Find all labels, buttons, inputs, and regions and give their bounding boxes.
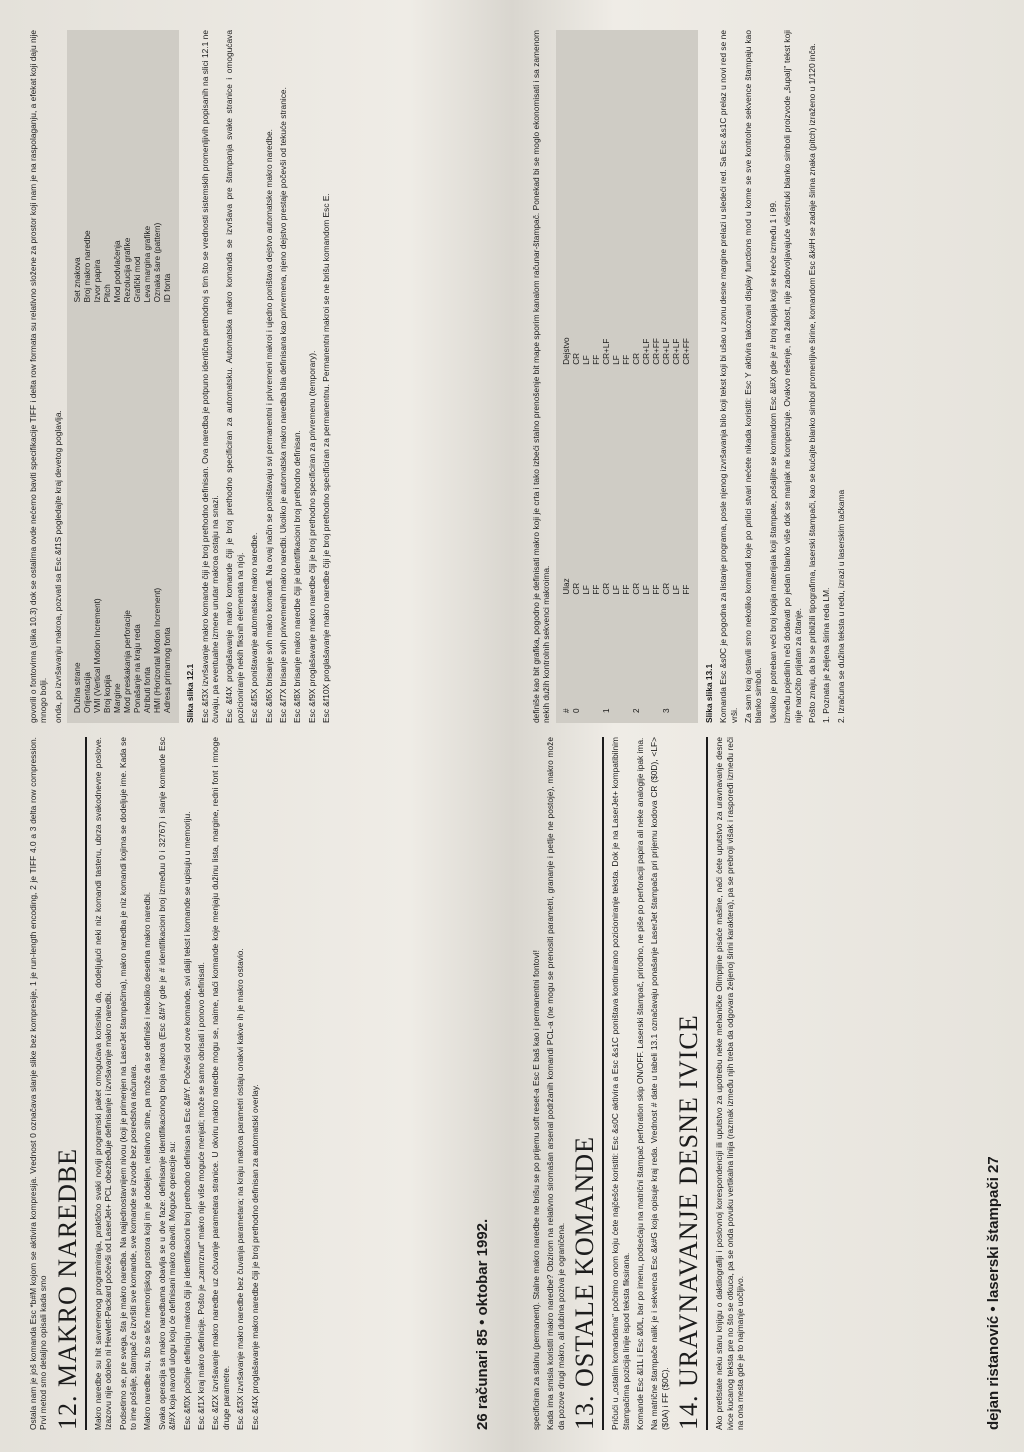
table-12-1 — [67, 30, 179, 723]
table-row — [93, 36, 103, 717]
table-cell: Atributi fonta — [143, 667, 153, 713]
table-row — [622, 36, 632, 717]
section-title-uravnavanje: 14. URAVNAVANJE DESNE IVICE — [674, 737, 708, 1430]
table-cell: Orijentacija — [83, 672, 93, 713]
paragraph: Esc &f6X brisanje svih makro komandi. Na ovaj način se poništavaju svi permanentni i privremeni makroi i ujedno poništava dejstvo automatske makro naredbe. — [263, 129, 274, 723]
table-row — [113, 36, 123, 717]
left-column-1 — [28, 737, 466, 1430]
table-cell: Broj makro naredbe — [83, 230, 93, 303]
table-row — [123, 36, 133, 717]
right-column-1 — [531, 737, 969, 1430]
table-cell: FF — [621, 354, 631, 365]
paragraph: Esc &f3X izvršavanje makro komande čiji je broj prethodno definisan. Ova naredba je potpuno identična prethodnoj s tim što se vrednosti sistemskih promenljivih popisanih na slici 12.1 ne čuvaju, pa eventualne izmene unutar makroa ostaju na snazi. — [199, 30, 221, 723]
table-cell: Pitch — [103, 284, 113, 303]
table-row — [582, 36, 592, 717]
table-row — [672, 36, 682, 717]
table-cell: Oznaka šare (pattern) — [153, 222, 163, 303]
paragraph: između pojedinih reči dodavati po jedan blanko više dok se manjak ne kompenzuje. Ovakvo rešenje, na žalost, nije zadovoljavajuće višestruki blanko simboli proizvode „šupalj" tekst koji nije naročito prijatan za čitanje. — [782, 30, 803, 723]
table-cell — [622, 599, 632, 717]
table-cell — [642, 599, 652, 717]
section-title-ostale-komande: 13. OSTALE KOMANDE — [570, 737, 604, 1430]
table-header-cell: # — [561, 708, 571, 713]
table-row — [592, 36, 602, 717]
table-cell: CR — [571, 352, 581, 365]
list-item: 1. Poznata je željena širina reda LM. — [821, 587, 832, 723]
paragraph: Ukoliko je potreban veći broj kopija materijala koji štampate, pošaljite se komandom Esc &l#X gde je # broj kopija koji se kreće između 1 i 99. — [767, 200, 778, 723]
table-cell: Grafički mod — [133, 256, 143, 303]
table-cell: CR — [571, 582, 581, 595]
table-cell: LF — [671, 585, 681, 595]
paragraph: Za sam kraj ostavili smo nekoliko komandi koje po prilici stvari nećete nikada koristiti: Esc Y aktivira takozvani display functions mod u kome se sve kontrolne sekvence štampaju kao blanko simboli. — [743, 30, 764, 723]
paragraph: Esc &f1X kraj makro definicije. Pošto je „zamrznut" makro nije više moguće menjati; može se samo obrisati i ponovo definisati. — [196, 962, 207, 1430]
table-row — [652, 36, 662, 717]
paragraph: Pošto znaju, da bi se približili tipografima, laserski štampači, kao se kućajte blanko simbol promenljive širine, komandom Esc &k#H se zadaje širina znaka (pitch) izraženo u 1/120 inča. — [807, 43, 818, 723]
paragraph: Na matrične štampače nalik je i sekvenca Esc &k#G koja opisuje kraj reda. Vrednost # date u tabeli 13.1 označavaju ponašanje LaserJet štampača pri prijemu kodova CR ($0D), <LF> ($0A) i FF ($0C). — [649, 737, 670, 1430]
table-cell — [672, 599, 682, 717]
page-27 — [525, 20, 1003, 1440]
paragraph: Makro naredbe su, što se tiče memorijskog prostora koji im je dodeljen, relativno sitne, pa može da se definiše i nekoliko desetina makro naredbi. — [142, 891, 153, 1430]
table-cell: Margine — [113, 683, 123, 713]
paragraph: Esc &f2X izvršavanje makro naredbe uz očuvanje parametara stranice. U okviru makro naredbe mogu se, naime, naći komande koje menjaju dužinu lista, margine, redni font i mnoge druge parametre. — [210, 737, 231, 1430]
paragraph: Komanda Esc &s0C je pogodna za listanje programa, posle njenog izvršavanja bilo koji tekst koji bi ušao u zonu desne margine prelazi u sledeći red. Sa Esc &s1C prelaz u novi red se ne vrši. — [718, 30, 739, 723]
table-cell: Set znakova — [73, 257, 83, 303]
table-cell: CR — [661, 582, 671, 595]
paragraph: Esc &f9X proglašavanje makro naredbe čiji je broj prethodno specificiran za privremenu (temporary). — [306, 350, 317, 723]
table-header-row — [562, 36, 572, 717]
table-row — [143, 36, 153, 717]
page-footer — [985, 30, 1003, 1430]
paragraph: Esc &f3X izvršavanje makro naredbe bez čuvanja parametara; na kraju makroa parametri ostaju onakvi kakve ih je makro ostavio. — [235, 948, 246, 1430]
footer-page-info: 26 računari 85 • oktobar 1992. — [474, 1218, 491, 1430]
table-cell: Mod podvlačenja — [113, 240, 123, 303]
section-title-makro-naredbe: 12. MAKRO NAREDBE — [53, 737, 87, 1430]
table-cell: LF — [641, 585, 651, 595]
table-row — [83, 36, 93, 717]
paragraph: govorili o fontovima (slika 10.3) dok se ostalima ovde nećemo baviti specifikacije TIFF i delta row formata su relativno složene za prostor koji nam je na raspolaganju, a efekat koji daju nije mnogo bolji. — [28, 30, 49, 723]
table-cell: VMI (Vertical Motion Increment) — [93, 598, 103, 713]
left-column-2 — [28, 30, 466, 723]
table-cell: FF — [591, 354, 601, 365]
table-cell: Dužina strane — [73, 662, 83, 713]
table-cell — [652, 599, 662, 717]
list-item: 2. Izračuna se dužina teksta u redu, izrazi u laserskim tačkama — [835, 489, 846, 723]
table-cell: FF — [681, 584, 691, 595]
paragraph: Podsetimo se, pre svega, šta je makro naredba. Na najjednostavnijem nivou (koji je primenjen na LaserJet štampačima), makro naredba je niz komandi kojima se dodeljuje ime. Kada se to ime pošalje, štampač će izvršiti sve komande, sve komande se izvode bez posredstva računara. — [117, 737, 139, 1430]
table-cell — [592, 599, 602, 717]
table-cell: CR+FF — [681, 338, 691, 365]
table-cell: 3 — [661, 708, 671, 713]
table-cell: LF — [581, 585, 591, 595]
paragraph: onda, po izvršavanju makroa, pozvati sa Esc &f1S pogledajte kraj devetog poglavlja. — [52, 410, 63, 723]
table-cell — [682, 599, 692, 717]
table-cell: HMI (Horizontal Motion Increment) — [153, 587, 163, 713]
table-cell: Ponašanje na kraju reda — [133, 624, 143, 713]
paragraph: Esc &f5X poništavanje automatske makro naredbe. — [249, 532, 260, 723]
table-cell: CR+LF — [641, 338, 651, 365]
table-row — [103, 36, 113, 717]
table-cell: FF — [651, 584, 661, 595]
table-caption: Slika slika 13.1 — [703, 663, 714, 723]
paragraph: Esc &f4X proglašavanje makro komande čiji je broj prethodno specificiran za automatsku. Automatska makro komanda se izvršava pre štampanja svake stranice i omogućava pozicioniranje nekih fiksnih elemenata na njoj. — [224, 30, 245, 723]
table-cell — [582, 599, 592, 717]
table-cell: CR+FF — [651, 338, 661, 365]
table-cell: Rezolucija grafike — [123, 237, 133, 303]
page-26 — [22, 20, 492, 1440]
table-cell: FF — [591, 584, 601, 595]
table-cell: LF — [581, 355, 591, 365]
table-cell — [612, 599, 622, 717]
paragraph: Esc &f0X počinje definiciju makroa čiji je identifikacioni broj prethodno definisan sa Esc &f#Y. Počevši od ove komande, svi dalji tekst i komande se upisuju u memoriju. — [181, 811, 192, 1430]
table-cell: 2 — [631, 708, 641, 713]
table-row — [632, 36, 642, 717]
table-cell: Mod preskakanja perforacije — [123, 610, 133, 713]
table-header-cell: Ulaz — [561, 578, 571, 595]
paragraph: Ako pretlstate neku staru knjigu o daktilografiji i poslovnoj korespondenciji ili uputstvo za upotrebu neke mehaničke Olimpijine pisaće mašine, naći ćete uputstvo za uravnavanje desne ivice kucanog teksta pre no što se otkuca, pa se onda povuku vertikalna linija (razmak između njih treba da odgovara željenoj širini karaktera), pa se prebroji višak i raspoređi između reči na ona mesta gde je to najmanje uočljivo. — [714, 737, 746, 1430]
footer-page-info: dejan ristanović • laserski štampači 27 — [985, 1156, 1002, 1430]
table-cell: CR — [631, 582, 641, 595]
table-row — [662, 36, 672, 717]
paragraph: Esc &f10X proglašavanje makro naredbe čiji je broj prethodno specificiran za permanentnu. Permanentni makroi se ne brišu komandom Esc E. — [321, 193, 332, 723]
table-cell: 1 — [601, 708, 611, 713]
table-cell: ID fonta — [163, 273, 173, 303]
table-row — [73, 36, 83, 717]
table-row — [602, 36, 612, 717]
table-caption: Slika slika 12.1 — [185, 663, 196, 723]
paragraph: Kada ima smisla koristiti makro naredbe? Obzirom na relativno siromašan arsenal podržanih komandi PCL-a (ne mogu se prenositi parametri, grananje i petlje ne postoje), makro može da pozove drugi makro, ali dubina poziva je ograničena. — [545, 737, 566, 1430]
table-cell: LF — [611, 585, 621, 595]
table-cell: Izvor papira — [93, 259, 103, 303]
paragraph: definiše kao bit grafika, pogodno je definisati makro koji je crta i tako izbeći stalno prenošenje bit mape sporim kanalom računar-štampač. Ponekad bi se moglo ekonomisati i sa zamenom nekih dužih kontrolnih sekvenci makroima. — [531, 30, 552, 723]
table-row — [682, 36, 692, 717]
table-cell: Broj kopija — [103, 674, 113, 713]
table-cell: CR+LF — [601, 338, 611, 365]
table-row — [163, 36, 173, 717]
paragraph: Esc &f7X brisanje svih privremenih makro naredbi. Ukoliko je automatska makro naredba bila definisana kao privremena, njeno dejstvo prestaje počevši od tekuće stranice. — [278, 87, 289, 723]
table-row — [572, 36, 582, 717]
table-cell: 0 — [571, 708, 581, 713]
paragraph: specificiran za stalnu (permanent). Stalne makro naredbe ne brišu se po prijemu soft reset-a Esc E baš kao i permanentni fontovi! — [531, 950, 541, 1430]
table-cell: CR+LF — [661, 338, 671, 365]
table-cell: Leva margina grafike — [143, 225, 153, 303]
table-cell: CR — [631, 352, 641, 365]
table-row — [642, 36, 652, 717]
paragraph: Esc &f8X brisanje makro naredbe čiji je identifikacioni broj prethodno definisan. — [292, 430, 303, 723]
paragraph: Makro naredbe su hit savremenog programiranja, praktično svaki noviji programski paket omogućava korisniku da, dodeljujući neki niz komandi tasteru, ubrza svakodnevne poslove. Izazovu nije odoleo ni Hewlett-Packard počevši od LaserJet+ PCL obezbeđuje definisanje i izvršavanje makro naredbi. — [92, 737, 114, 1430]
paragraph: Komande Esc &l1L i Esc &l0L, bar po imenu, podsećaju na matrični štampač perforation skip ON/OFF. Laserski štampač, prirodno, ne piše po perforaciji papira ali neke analogije ipak ima. — [635, 737, 646, 1430]
table-13-1 — [556, 30, 698, 723]
table-row — [133, 36, 143, 717]
table-cell: LF — [611, 355, 621, 365]
table-row — [612, 36, 622, 717]
table-row — [153, 36, 163, 717]
table-header-cell: Dejstvo — [561, 337, 571, 365]
paragraph: Ostala nam je još komanda Esc *b#M kojom se aktivira kompresija. Vrednost 0 označava slanje slike bez kompresije, 1 je run-length encoding, 2 je TIFF 4.0 a 3 delta row compression. Prvi metod smo detaljno opisali kada smo — [28, 737, 49, 1430]
paragraph: Esc &f4X proglašavanje makro naredbe čiji je broj prethodno definisan za automatski overlay. — [249, 1084, 260, 1430]
paragraph: Svaka operacija sa makro naredbama obavlja se u dve faze: definisanje identifikacionog broja makroa (Esc &f#Y gde je # identifikacioni broj izmeđuu 0 i 32767) i slanje komande Esc &f#X koja navodi ulogu koju će definisani makro obaviti. Moguće operacije su: — [156, 737, 178, 1430]
paragraph: Pričući u „ostalim komandama" počnimo onom koju ćete najčešće koristiti: Esc &s0C aktivira a Esc &s1C poništava kontinuirano pozicioniranje teksta. Dok je na LaserJet+ kompatibilnim štampačima pozicija linije ispod teksta fiksirana. — [610, 737, 631, 1430]
table-cell: Adresa primarnog fonta — [163, 627, 173, 713]
table-cell: CR+LF — [671, 338, 681, 365]
table-cell: CR — [601, 582, 611, 595]
table-cell: FF — [621, 584, 631, 595]
page-footer — [474, 30, 492, 1430]
right-column-2 — [531, 30, 969, 723]
